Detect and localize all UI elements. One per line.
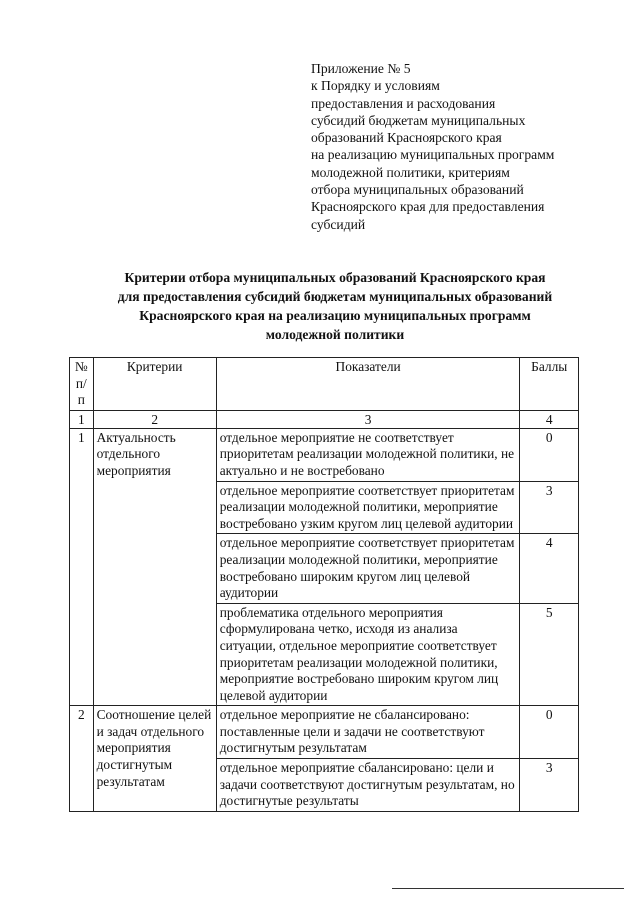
appendix-line: Красноярского края для предоставления: [311, 199, 545, 215]
indicator-text: отдельное мероприятие не сбалансировано: поставленные цели и задачи не соответствуют достигнутым результатам: [216, 706, 520, 759]
score-value: 3: [520, 481, 579, 534]
header-num: № п/п: [70, 358, 94, 411]
appendix-line: отбора муниципальных образований: [311, 182, 524, 198]
score-value: 3: [520, 759, 579, 812]
col-index: 2: [93, 410, 216, 428]
document-title: [60, 268, 610, 344]
indicator-text: отдельное мероприятие не соответствует приоритетам реализации молодежной политики, не актуально и не востребовано: [216, 428, 520, 481]
appendix-line: к Порядку и условиям: [311, 78, 440, 94]
score-value: 0: [520, 428, 579, 481]
title-line: Критерии отбора муниципальных образований Красноярского края: [124, 270, 546, 285]
table-header-row: [70, 358, 579, 411]
header-criteria: Критерии: [93, 358, 216, 411]
table-row: [70, 428, 579, 481]
col-index: 3: [216, 410, 520, 428]
col-index: 1: [70, 410, 94, 428]
criterion-name: Соотношение целей и задач отдельного мероприятия достигнутым результатам: [93, 706, 216, 812]
indicator-text: проблематика отдельного мероприятия сформулирована четко, исходя из анализа ситуации, отдельное мероприятие соответствует приоритетам реализации молодежной политики, мероприятие востребовано широким кругом лиц целевой аудитории: [216, 603, 520, 706]
title-line: молодежной политики: [265, 327, 405, 342]
appendix-line: на реализацию муниципальных программ: [311, 147, 555, 163]
criterion-name: Актуальность отдельного мероприятия: [93, 428, 216, 706]
appendix-line: предоставления и расходования: [311, 95, 496, 111]
indicator-text: отдельное мероприятие соответствует приоритетам реализации молодежной политики, мероприятие востребовано узким кругом лиц целевой аудитории: [216, 481, 520, 534]
title-line: Красноярского края на реализацию муниципальных программ: [139, 308, 531, 323]
indicator-text: отдельное мероприятие сбалансировано: цели и задачи соответствуют достигнутым результатам, но достигнутые результаты: [216, 759, 520, 812]
footer-rule: [392, 888, 624, 889]
criteria-table: [69, 357, 579, 812]
appendix-line: субсидий бюджетам муниципальных: [311, 112, 526, 128]
appendix-line: образований Красноярского края: [311, 130, 502, 146]
score-value: 0: [520, 706, 579, 759]
col-index: 4: [520, 410, 579, 428]
appendix-line: Приложение № 5: [311, 61, 411, 76]
row-num: 2: [70, 706, 94, 812]
score-value: 5: [520, 603, 579, 706]
appendix-line: молодежной политики, критериям: [311, 164, 510, 180]
score-value: 4: [520, 534, 579, 603]
row-num: 1: [70, 428, 94, 706]
header-score: Баллы: [520, 358, 579, 411]
table-row: [70, 706, 579, 759]
header-indicators: Показатели: [216, 358, 520, 411]
indicator-text: отдельное мероприятие соответствует приоритетам реализации молодежной политики, мероприятие востребовано широким кругом лиц целевой аудитории: [216, 534, 520, 603]
title-line: для предоставления субсидий бюджетам муниципальных образований: [117, 289, 553, 304]
column-index-row: [70, 410, 579, 428]
appendix-line: субсидий: [311, 216, 366, 232]
appendix-note: [311, 60, 611, 233]
